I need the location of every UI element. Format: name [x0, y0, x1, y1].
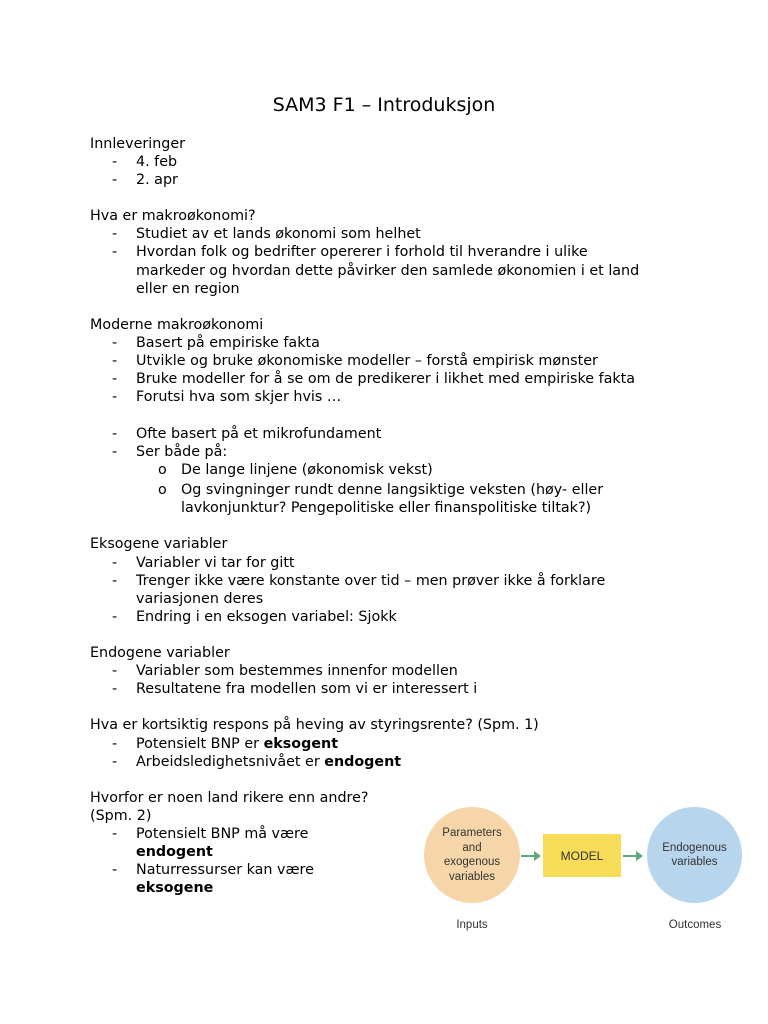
list-item: Bruke modeller for å se om de predikerer i likhet med empiriske fakta — [136, 371, 636, 387]
section-heading-respons: Hva er kortsiktig respons på heving av styringsrente? (Spm. 1) — [90, 717, 539, 733]
dash-bullet: - — [112, 426, 118, 442]
list-item-continued: variasjonen deres — [136, 591, 264, 607]
list-item: Resultatene fra modellen som vi er interessert i — [136, 681, 478, 697]
item-bold: eksogent — [263, 736, 339, 752]
list-item: Variabler vi tar for gitt — [136, 555, 295, 571]
dash-bullet: - — [112, 681, 118, 697]
section-heading-endogene: Endogene variabler — [90, 645, 230, 661]
circle-label-line: and — [462, 841, 482, 854]
sub-bullet: o — [158, 462, 167, 478]
inputs-circle — [424, 807, 520, 903]
list-item: Trenger ikke være konstante over tid – men prøver ikke å forklare — [136, 573, 606, 589]
sub-bullet: o — [158, 482, 167, 498]
item-bold: endogent — [136, 844, 213, 860]
dash-bullet: - — [112, 389, 118, 405]
section-heading-eksogene: Eksogene variabler — [90, 536, 228, 552]
dash-bullet: - — [112, 826, 118, 842]
list-item: Studiet av et lands økonomi som helhet — [136, 226, 421, 242]
circle-label-line: Parameters — [442, 827, 502, 839]
list-item: Endring i en eksogen variabel: Sjokk — [136, 609, 397, 625]
list-item: Naturressurser kan være — [136, 862, 314, 878]
list-item: 2. apr — [136, 172, 178, 188]
circle-label-line: variables — [448, 870, 496, 883]
section-heading-makro: Hva er makroøkonomi? — [90, 208, 256, 224]
item-text: Arbeidsledighetsnivået er — [136, 754, 325, 770]
list-item: Basert på empiriske fakta — [136, 335, 320, 351]
section-heading-rikere: Hvorfor er noen land rikere enn andre? — [90, 790, 369, 806]
model-diagram — [410, 800, 755, 940]
list-item: Utvikle og bruke økonomiske modeller – forstå empirisk mønster — [136, 353, 598, 369]
dash-bullet: - — [112, 172, 118, 188]
item-bold: endogent — [324, 754, 402, 770]
inputs-caption: Inputs — [456, 919, 488, 931]
dash-bullet: - — [112, 244, 118, 260]
sub-list-item-continued: lavkonjunktur? Pengepolitiske eller finanspolitiske tiltak?) — [181, 500, 592, 516]
dash-bullet: - — [112, 444, 118, 460]
section-heading-moderne: Moderne makroøkonomi — [90, 317, 264, 333]
dash-bullet: - — [112, 862, 118, 878]
list-item: Hvordan folk og bedrifter opererer i forhold til hverandre i ulike — [136, 244, 588, 260]
list-item: Variabler som bestemmes innenfor modellen — [136, 663, 458, 679]
dash-bullet: - — [112, 736, 118, 752]
dash-bullet: - — [112, 353, 118, 369]
dash-bullet: - — [112, 555, 118, 571]
list-item: 4. feb — [136, 154, 178, 170]
outcomes-circle — [647, 807, 742, 903]
outcomes-caption: Outcomes — [668, 919, 722, 931]
dash-bullet: - — [112, 226, 118, 242]
list-item: Ofte basert på et mikrofundament — [136, 426, 382, 442]
item-bold: eksogene — [136, 880, 214, 896]
dash-bullet: - — [112, 154, 118, 170]
dash-bullet: - — [112, 754, 118, 770]
model-box: MODEL — [543, 834, 621, 877]
dash-bullet: - — [112, 335, 118, 351]
sub-list-item: Og svingninger rundt denne langsiktige veksten (høy- eller — [181, 482, 604, 498]
right-arrow-icon — [520, 849, 542, 863]
dash-bullet: - — [112, 371, 118, 387]
circle-label-line: variables — [671, 856, 718, 868]
section-heading-innleveringer: Innleveringer — [90, 136, 186, 152]
list-item-continued: eller en region — [136, 281, 240, 297]
dash-bullet: - — [112, 573, 118, 589]
item-text: Potensielt BNP er — [136, 736, 264, 752]
sub-list-item: De lange linjene (økonomisk vekst) — [181, 462, 433, 478]
list-item: Forutsi hva som skjer hvis … — [136, 389, 342, 405]
circle-label-line: exogenous — [443, 856, 501, 868]
right-arrow-icon — [622, 849, 644, 863]
list-item: Ser både på: — [136, 444, 228, 460]
page-title: SAM3 F1 – Introduksjon — [272, 94, 496, 116]
list-item-continued — [136, 843, 213, 861]
dash-bullet: - — [112, 663, 118, 679]
section-heading-rikere-line2: (Spm. 2) — [90, 808, 152, 824]
list-item-continued: markeder og hvordan dette påvirker den samlede økonomien i et land — [136, 263, 640, 279]
list-item: Potensielt BNP må være — [136, 826, 309, 842]
dash-bullet: - — [112, 609, 118, 625]
circle-label-line: Endogenous — [662, 841, 727, 854]
list-item-continued — [136, 879, 213, 897]
list-item — [136, 753, 401, 771]
list-item — [136, 735, 338, 753]
